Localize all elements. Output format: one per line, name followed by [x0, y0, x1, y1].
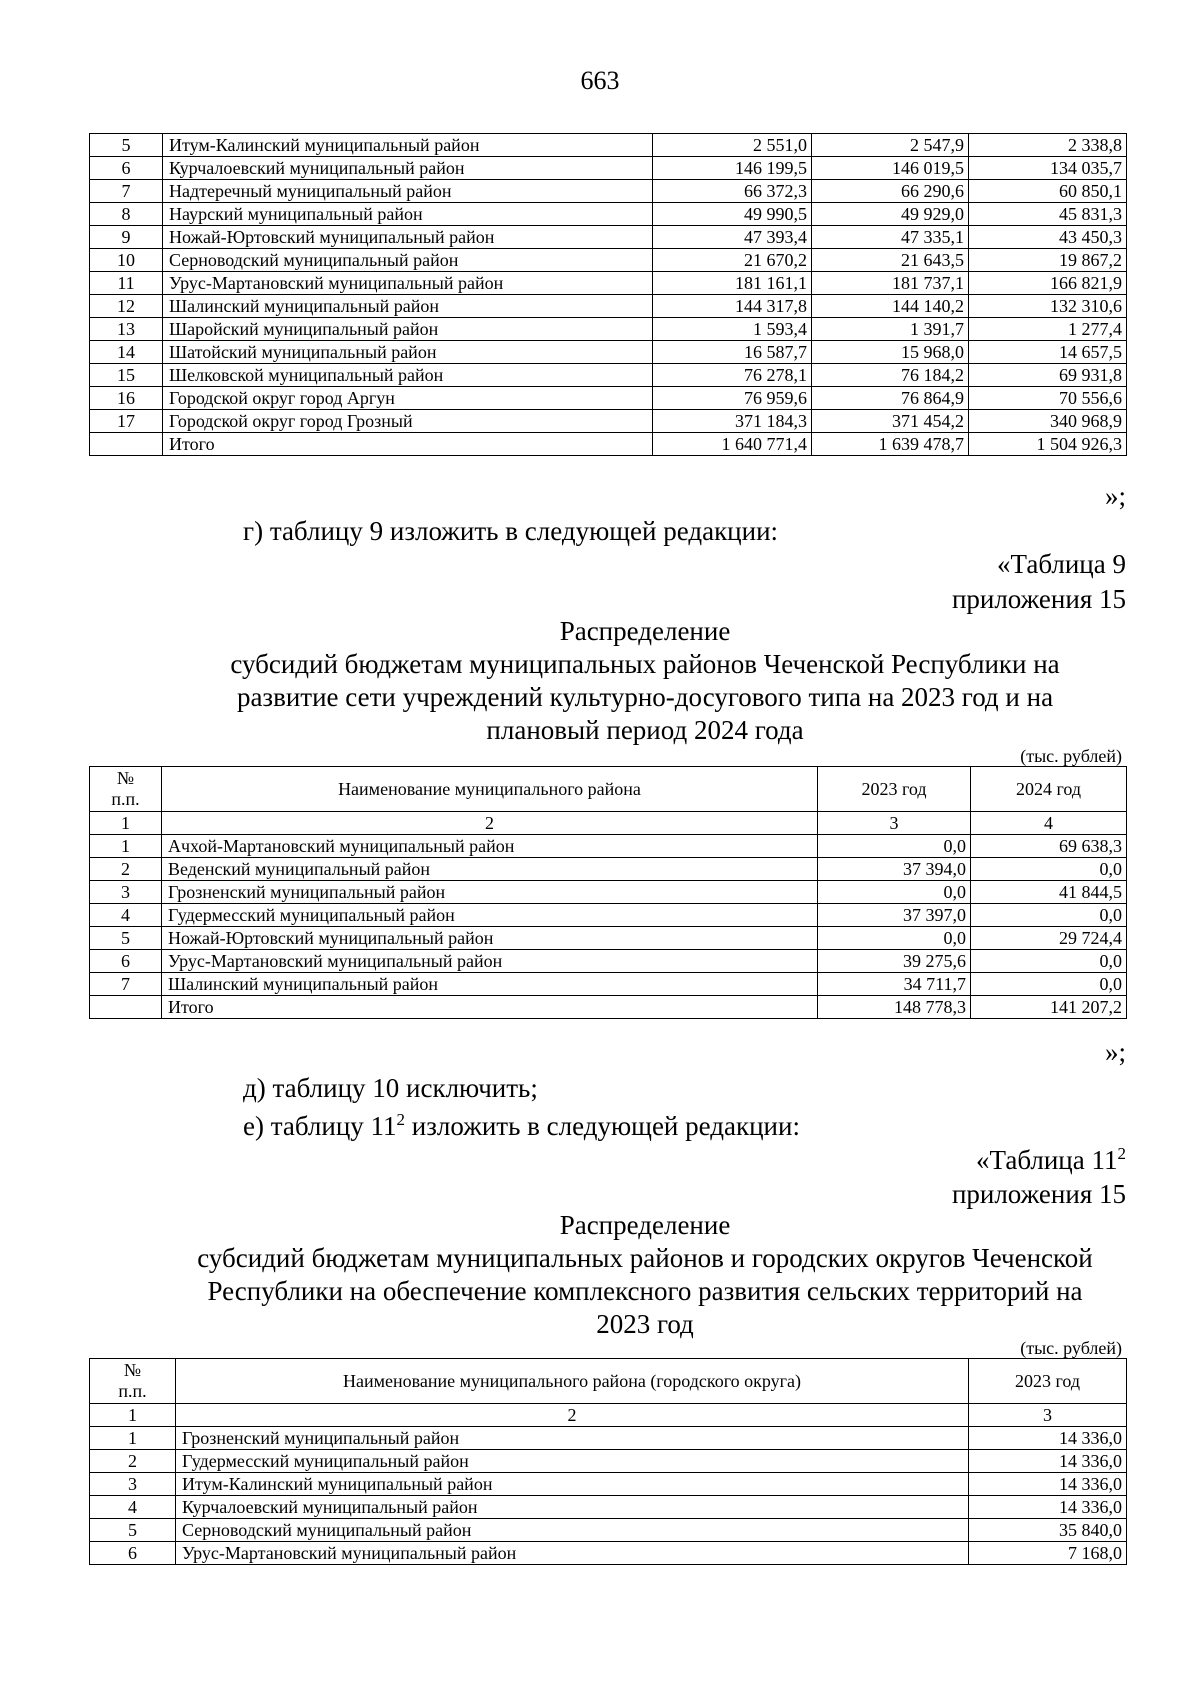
- table-row: [90, 272, 1127, 295]
- row-value-cell: 76 959,6: [653, 387, 812, 410]
- row-value-cell: 134 035,7: [969, 157, 1127, 180]
- row-value-cell: 2 551,0: [653, 134, 812, 157]
- table-row: [90, 433, 1127, 456]
- index-cell: 2: [176, 1404, 969, 1427]
- row-number-cell: 1: [90, 835, 162, 858]
- row-number-cell: 7: [90, 180, 163, 203]
- index-cell: 3: [818, 812, 971, 835]
- table9-header-num: [90, 767, 162, 812]
- closing-quote-2: »;: [1104, 1037, 1126, 1067]
- header-num-line2: п.п.: [111, 789, 140, 809]
- table-row: [90, 835, 1127, 858]
- row-number-cell: 4: [90, 1496, 176, 1519]
- table11-title-line4: 2023 год: [596, 1309, 694, 1339]
- index-cell: 1: [90, 812, 162, 835]
- row-value-cell: 146 019,5: [812, 157, 969, 180]
- row-value-cell: 14 336,0: [969, 1473, 1127, 1496]
- table9-header-row: [90, 767, 1127, 812]
- row-value-cell: 0,0: [818, 927, 971, 950]
- table-row: [90, 1519, 1127, 1542]
- row-value-cell: 15 968,0: [812, 341, 969, 364]
- row-value-cell: 144 140,2: [812, 295, 969, 318]
- row-value-cell: 37 397,0: [818, 904, 971, 927]
- table9-body: [90, 835, 1127, 1019]
- table9-header-2023: 2023 год: [818, 767, 971, 812]
- row-number-cell: 5: [90, 1519, 176, 1542]
- table9-units: (тыс. рублей): [1020, 746, 1122, 766]
- row-number-cell: 2: [90, 1450, 176, 1473]
- header-num-line2: п.п.: [118, 1381, 147, 1401]
- row-value-cell: 181 161,1: [653, 272, 812, 295]
- row-number-cell: 6: [90, 950, 162, 973]
- row-value-cell: 371 454,2: [812, 410, 969, 433]
- table-row: [90, 1450, 1127, 1473]
- table-continuation-body: [90, 134, 1127, 456]
- table-row: [90, 927, 1127, 950]
- row-value-cell: 39 275,6: [818, 950, 971, 973]
- header-num-line1: №: [116, 768, 135, 788]
- row-value-cell: 21 643,5: [812, 249, 969, 272]
- table-row: [90, 996, 1127, 1019]
- row-value-cell: 0,0: [818, 881, 971, 904]
- row-value-cell: 2 547,9: [812, 134, 969, 157]
- row-number-cell: 1: [90, 1427, 176, 1450]
- paragraph-e-superscript: 2: [396, 1110, 406, 1129]
- row-value-cell: 70 556,6: [969, 387, 1127, 410]
- row-name-cell: Итум-Калинский муниципальный район: [176, 1473, 969, 1496]
- header-num-line1: №: [123, 1360, 142, 1380]
- row-value-cell: 166 821,9: [969, 272, 1127, 295]
- row-number-cell: 4: [90, 904, 162, 927]
- index-cell: 1: [90, 1404, 176, 1427]
- row-number-cell: 10: [90, 249, 163, 272]
- table11-index-row: [90, 1404, 1127, 1427]
- table9-title-line1: Распределение: [559, 616, 731, 646]
- index-cell: 2: [162, 812, 818, 835]
- table9-title-line3: развитие сети учреждений культурно-досугового типа на 2023 год и на: [236, 682, 1054, 712]
- row-value-cell: 76 278,1: [653, 364, 812, 387]
- row-name-cell: Шаройский муниципальный район: [163, 318, 653, 341]
- table9-header-2024: 2024 год: [971, 767, 1127, 812]
- table11-title-line3: Республики на обеспечение комплексного развития сельских территорий на: [207, 1276, 1083, 1306]
- table-row: [90, 1427, 1127, 1450]
- row-number-cell: 3: [90, 881, 162, 904]
- table11-header-2023: 2023 год: [969, 1359, 1127, 1404]
- row-name-cell: Курчалоевский муниципальный район: [163, 157, 653, 180]
- table9-title-line4: плановый период 2024 года: [486, 715, 804, 745]
- table-continuation: [89, 133, 1127, 456]
- table11-body: [90, 1427, 1127, 1565]
- row-value-cell: 14 336,0: [969, 1450, 1127, 1473]
- row-value-cell: 2 338,8: [969, 134, 1127, 157]
- row-value-cell: 76 184,2: [812, 364, 969, 387]
- row-number-cell: 14: [90, 341, 163, 364]
- table-row: [90, 180, 1127, 203]
- row-value-cell: 0,0: [818, 835, 971, 858]
- row-value-cell: 14 336,0: [969, 1496, 1127, 1519]
- table9: [89, 766, 1127, 1019]
- table9-title-line2: субсидий бюджетам муниципальных районов Чеченской Республики на: [230, 649, 1060, 679]
- row-name-cell: Урус-Мартановский муниципальный район: [162, 950, 818, 973]
- row-name-cell: Городской округ город Грозный: [163, 410, 653, 433]
- row-name-cell: Ножай-Юртовский муниципальный район: [163, 226, 653, 249]
- row-value-cell: 66 372,3: [653, 180, 812, 203]
- row-value-cell: 181 737,1: [812, 272, 969, 295]
- table-row: [90, 157, 1127, 180]
- row-value-cell: 37 394,0: [818, 858, 971, 881]
- row-value-cell: 21 670,2: [653, 249, 812, 272]
- row-name-cell: Грозненский муниципальный район: [162, 881, 818, 904]
- row-number-cell: 6: [90, 1542, 176, 1565]
- row-value-cell: 1 639 478,7: [812, 433, 969, 456]
- table11-header-num: [90, 1359, 176, 1404]
- table-row: [90, 249, 1127, 272]
- row-name-cell: Урус-Мартановский муниципальный район: [163, 272, 653, 295]
- row-name-cell: Шатойский муниципальный район: [163, 341, 653, 364]
- row-value-cell: 69 931,8: [969, 364, 1127, 387]
- table-row: [90, 973, 1127, 996]
- row-name-cell: Гудермесский муниципальный район: [162, 904, 818, 927]
- row-name-cell: Серноводский муниципальный район: [176, 1519, 969, 1542]
- row-name-cell: Грозненский муниципальный район: [176, 1427, 969, 1450]
- table9-caption-line2: приложения 15: [951, 584, 1126, 614]
- table-row: [90, 134, 1127, 157]
- row-number-cell: [90, 996, 162, 1019]
- row-number-cell: 12: [90, 295, 163, 318]
- row-value-cell: 34 711,7: [818, 973, 971, 996]
- row-name-cell: Шалинский муниципальный район: [163, 295, 653, 318]
- row-value-cell: 0,0: [971, 858, 1127, 881]
- table-row: [90, 364, 1127, 387]
- closing-quote-1: »;: [1104, 481, 1126, 511]
- paragraph-e-text: е) таблицу 11: [243, 1111, 397, 1141]
- row-value-cell: 340 968,9: [969, 410, 1127, 433]
- row-value-cell: 19 867,2: [969, 249, 1127, 272]
- row-value-cell: 45 831,3: [969, 203, 1127, 226]
- row-name-cell: Наурский муниципальный район: [163, 203, 653, 226]
- row-value-cell: 14 336,0: [969, 1427, 1127, 1450]
- row-number-cell: 16: [90, 387, 163, 410]
- row-number-cell: 8: [90, 203, 163, 226]
- row-name-cell: Шалинский муниципальный район: [162, 973, 818, 996]
- table9-header-name: Наименование муниципального района: [162, 767, 818, 812]
- table-row: [90, 203, 1127, 226]
- row-number-cell: 7: [90, 973, 162, 996]
- table-row: [90, 1542, 1127, 1565]
- table11-caption-line2: приложения 15: [951, 1179, 1126, 1209]
- row-value-cell: 14 657,5: [969, 341, 1127, 364]
- row-value-cell: 69 638,3: [971, 835, 1127, 858]
- row-value-cell: 7 168,0: [969, 1542, 1127, 1565]
- row-value-cell: 1 504 926,3: [969, 433, 1127, 456]
- table-row: [90, 410, 1127, 433]
- row-value-cell: 1 640 771,4: [653, 433, 812, 456]
- row-value-cell: 66 290,6: [812, 180, 969, 203]
- row-value-cell: 1 593,4: [653, 318, 812, 341]
- table9-caption-line1: «Таблица 9: [997, 549, 1126, 579]
- row-name-cell: Итум-Калинский муниципальный район: [163, 134, 653, 157]
- index-cell: 4: [971, 812, 1127, 835]
- row-value-cell: 0,0: [971, 973, 1127, 996]
- row-number-cell: 6: [90, 157, 163, 180]
- table-row: [90, 904, 1127, 927]
- row-name-cell: Веденский муниципальный район: [162, 858, 818, 881]
- row-name-cell: Курчалоевский муниципальный район: [176, 1496, 969, 1519]
- row-value-cell: 371 184,3: [653, 410, 812, 433]
- row-name-cell: Серноводский муниципальный район: [163, 249, 653, 272]
- paragraph-d: д) таблицу 10 исключить;: [243, 1073, 538, 1103]
- row-value-cell: 0,0: [971, 950, 1127, 973]
- table-row: [90, 318, 1127, 341]
- row-number-cell: 2: [90, 858, 162, 881]
- row-number-cell: 9: [90, 226, 163, 249]
- row-number-cell: [90, 433, 163, 456]
- row-name-cell: Ачхой-Мартановский муниципальный район: [162, 835, 818, 858]
- table11: [89, 1358, 1127, 1565]
- row-value-cell: 132 310,6: [969, 295, 1127, 318]
- table11-title-line2: субсидий бюджетам муниципальных районов и городских округов Чеченской: [197, 1243, 1093, 1273]
- table-row: [90, 881, 1127, 904]
- paragraph-e-text-rest: изложить в следующей редакции:: [405, 1111, 800, 1141]
- table11-header-row: [90, 1359, 1127, 1404]
- row-value-cell: 47 393,4: [653, 226, 812, 249]
- table11-title-line1: Распределение: [559, 1210, 731, 1240]
- row-number-cell: 15: [90, 364, 163, 387]
- table-row: [90, 1473, 1127, 1496]
- row-value-cell: 146 199,5: [653, 157, 812, 180]
- row-number-cell: 11: [90, 272, 163, 295]
- row-number-cell: 3: [90, 1473, 176, 1496]
- row-value-cell: 60 850,1: [969, 180, 1127, 203]
- row-value-cell: 148 778,3: [818, 996, 971, 1019]
- index-cell: 3: [969, 1404, 1127, 1427]
- table-row: [90, 858, 1127, 881]
- table11-caption-superscript: 2: [1117, 1144, 1126, 1163]
- row-value-cell: 47 335,1: [812, 226, 969, 249]
- paragraph-g: г) таблицу 9 изложить в следующей редакции:: [243, 516, 779, 546]
- row-value-cell: 144 317,8: [653, 295, 812, 318]
- page-number: 663: [580, 66, 620, 95]
- row-name-cell: Итого: [162, 996, 818, 1019]
- table-row: [90, 341, 1127, 364]
- row-name-cell: Ножай-Юртовский муниципальный район: [162, 927, 818, 950]
- row-value-cell: 1 391,7: [812, 318, 969, 341]
- row-number-cell: 5: [90, 927, 162, 950]
- paragraph-e: [243, 1110, 800, 1143]
- row-value-cell: 49 929,0: [812, 203, 969, 226]
- row-number-cell: 13: [90, 318, 163, 341]
- table11-caption-line1: [700, 1144, 1126, 1177]
- row-name-cell: Гудермесский муниципальный район: [176, 1450, 969, 1473]
- row-value-cell: 1 277,4: [969, 318, 1127, 341]
- table-row: [90, 226, 1127, 249]
- table-row: [90, 295, 1127, 318]
- row-name-cell: Городской округ город Аргун: [163, 387, 653, 410]
- table-row: [90, 950, 1127, 973]
- row-value-cell: 29 724,4: [971, 927, 1127, 950]
- row-name-cell: Урус-Мартановский муниципальный район: [176, 1542, 969, 1565]
- table11-caption-text: «Таблица 11: [976, 1145, 1118, 1175]
- row-value-cell: 41 844,5: [971, 881, 1127, 904]
- row-name-cell: Итого: [163, 433, 653, 456]
- row-value-cell: 35 840,0: [969, 1519, 1127, 1542]
- table9-index-row: [90, 812, 1127, 835]
- table11-units: (тыс. рублей): [1020, 1338, 1122, 1358]
- table-row: [90, 387, 1127, 410]
- table-row: [90, 1496, 1127, 1519]
- row-value-cell: 43 450,3: [969, 226, 1127, 249]
- row-number-cell: 17: [90, 410, 163, 433]
- row-value-cell: 141 207,2: [971, 996, 1127, 1019]
- table11-header-name: Наименование муниципального района (городского округа): [176, 1359, 969, 1404]
- row-name-cell: Шелковской муниципальный район: [163, 364, 653, 387]
- row-value-cell: 0,0: [971, 904, 1127, 927]
- row-value-cell: 16 587,7: [653, 341, 812, 364]
- row-value-cell: 76 864,9: [812, 387, 969, 410]
- row-value-cell: 49 990,5: [653, 203, 812, 226]
- row-name-cell: Надтеречный муниципальный район: [163, 180, 653, 203]
- row-number-cell: 5: [90, 134, 163, 157]
